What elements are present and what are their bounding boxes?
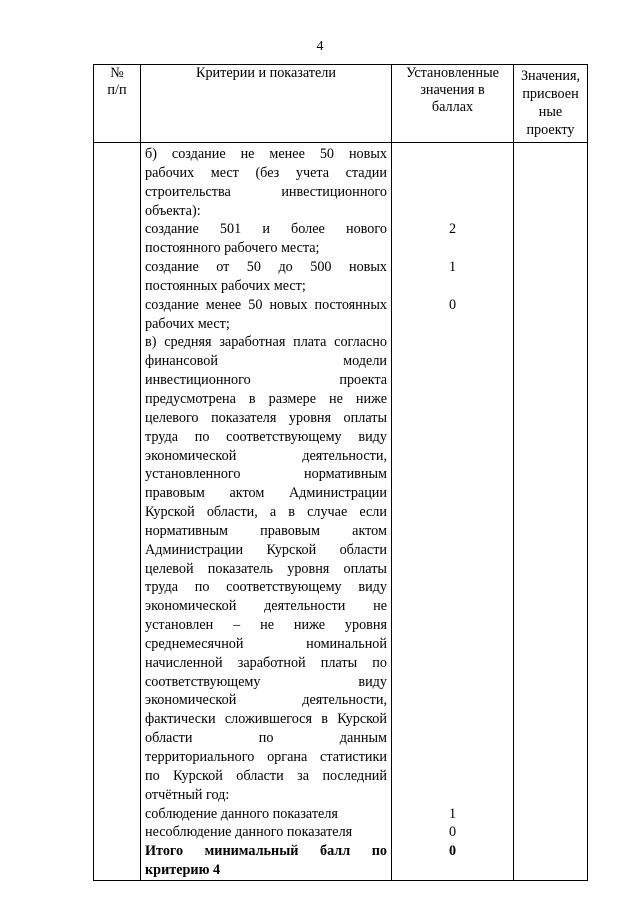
criteria-line xyxy=(145,541,387,560)
score-value xyxy=(396,635,509,654)
criteria-word: последний xyxy=(322,767,387,784)
criteria-word: труда xyxy=(145,428,178,445)
criteria-line xyxy=(145,484,387,503)
criteria-word: 50 xyxy=(246,259,261,276)
criteria-word: сложившегося xyxy=(224,711,312,728)
score-value xyxy=(396,786,509,805)
criteria-word: правовым xyxy=(260,522,321,539)
criteria-line xyxy=(145,296,387,315)
criteria-word: новых xyxy=(348,259,387,276)
criteria-word: по xyxy=(194,579,210,596)
criteria-word: 500 xyxy=(310,259,332,276)
header-assigned-line: ные xyxy=(538,104,563,120)
criteria-word: установлен xyxy=(145,617,214,634)
criteria-word: виду xyxy=(358,673,387,690)
criteria-word: менее xyxy=(269,146,305,162)
criteria-word: 501 xyxy=(219,221,242,238)
criteria-word: ниже xyxy=(355,390,387,407)
criteria-line xyxy=(145,409,387,428)
criteria-line: отчётный год: xyxy=(145,786,230,803)
criteria-line xyxy=(145,465,387,484)
criteria-line xyxy=(145,635,387,654)
score-value xyxy=(396,541,509,560)
criteria-word: в xyxy=(321,711,328,728)
assigned-cell xyxy=(514,143,588,881)
header-established-line: баллах xyxy=(431,99,474,115)
criteria-line: несоблюдение данного показателя xyxy=(145,824,353,841)
score-value xyxy=(396,145,509,164)
criteria-word: экономической xyxy=(145,692,237,709)
criteria-line: постоянных рабочих мест; xyxy=(145,277,306,294)
table-header-row xyxy=(94,65,588,143)
score-value: 1 xyxy=(448,259,457,276)
criteria-word: по xyxy=(194,428,210,445)
criteria-word: начисленной xyxy=(145,654,223,671)
criteria-line: объекта): xyxy=(145,202,201,219)
criteria-word: органа xyxy=(267,749,308,765)
criteria-line xyxy=(145,164,387,183)
header-num-line: № xyxy=(110,65,124,81)
criteria-word: случае xyxy=(307,504,348,521)
criteria-word: новых xyxy=(348,146,387,162)
criteria-word: Администрации xyxy=(288,485,387,502)
criteria-word: создание xyxy=(145,296,199,313)
score-value xyxy=(396,616,509,635)
criteria-line xyxy=(145,729,387,748)
criteria-word: оплаты xyxy=(343,560,387,577)
score-value xyxy=(396,315,509,334)
criteria-cell xyxy=(141,143,392,881)
criteria-word: установленного xyxy=(145,466,241,483)
criteria-word: 50 xyxy=(248,296,263,313)
criteria-line xyxy=(145,333,387,352)
criteria-line xyxy=(145,673,387,692)
criteria-word: соответствующему xyxy=(226,579,342,596)
criteria-word: инвестиционного xyxy=(281,183,387,200)
criteria-word: в xyxy=(248,390,256,407)
criteria-line xyxy=(145,710,387,729)
criteria-word: области xyxy=(339,541,387,558)
criteria-line xyxy=(145,371,387,390)
score-value xyxy=(396,352,509,371)
score-value xyxy=(396,522,509,541)
score-value xyxy=(396,767,509,786)
criteria-word: нормативным xyxy=(145,522,228,539)
score-value xyxy=(396,428,509,447)
criteria-word: среднемесячной xyxy=(145,635,244,652)
criteria-word: плата xyxy=(293,334,327,351)
criteria-word: средняя xyxy=(164,334,212,351)
criteria-word: уровня xyxy=(288,409,332,426)
criteria-word: соответствующему xyxy=(145,673,261,690)
page-number: 4 xyxy=(316,39,324,54)
header-num xyxy=(94,65,141,143)
criteria-word: не xyxy=(240,146,255,162)
criteria-line xyxy=(145,767,387,786)
score-value xyxy=(396,239,509,258)
criteria-word: экономической xyxy=(145,447,237,464)
criteria-word: не xyxy=(260,617,274,634)
criteria-line: рабочих мест; xyxy=(145,315,230,332)
criteria-word: размере xyxy=(268,390,317,407)
criteria-word: фактически xyxy=(145,711,216,728)
criteria-word: заработной xyxy=(237,654,306,671)
criteria-word: менее xyxy=(205,296,242,313)
criteria-word: нормативным xyxy=(304,466,387,483)
criteria-word: стадии xyxy=(345,164,387,181)
score-value xyxy=(396,691,509,710)
num-cell xyxy=(94,143,141,881)
criteria-line xyxy=(145,428,387,447)
criteria-word: области, xyxy=(206,504,258,521)
criteria-word: не xyxy=(329,390,343,407)
criteria-line: соблюдение данного показателя xyxy=(145,805,338,822)
criteria-word: создание xyxy=(145,221,199,238)
criteria-word: Курской xyxy=(337,711,387,728)
criteria-word: строительства xyxy=(145,183,231,200)
criteria-word: Администрации xyxy=(145,541,244,558)
criteria-word: по xyxy=(145,767,160,784)
score-value: 2 xyxy=(448,221,457,238)
criteria-word: целевого xyxy=(145,409,199,426)
criteria-word: ниже xyxy=(293,617,325,634)
score-value xyxy=(396,560,509,579)
criteria-word: деятельности, xyxy=(302,692,387,709)
criteria-line xyxy=(145,842,387,861)
header-established-line: значения в xyxy=(420,82,485,98)
score-value xyxy=(396,371,509,390)
criteria-word: Курской xyxy=(145,504,195,521)
score-value xyxy=(396,729,509,748)
criteria-line xyxy=(145,597,387,616)
criteria-word: новых xyxy=(269,296,308,313)
criteria-word: не xyxy=(373,598,387,615)
criteria-word: виду xyxy=(358,579,387,596)
score-value: 0 xyxy=(448,296,457,313)
score-value xyxy=(396,447,509,466)
criteria-word: Курской xyxy=(173,767,223,784)
criteria-line xyxy=(145,691,387,710)
score-value xyxy=(396,465,509,484)
criteria-line xyxy=(145,447,387,466)
table-row xyxy=(94,143,588,881)
criteria-word: по xyxy=(372,654,387,671)
score-value xyxy=(396,164,509,183)
score-value xyxy=(396,673,509,692)
criteria-word: в) xyxy=(145,334,157,351)
criteria-word: (без xyxy=(255,164,280,181)
criteria-word: а xyxy=(269,504,277,521)
criteria-word: Итого xyxy=(145,843,184,860)
criteria-word: учета xyxy=(295,164,330,181)
score-value xyxy=(396,748,509,767)
criteria-line xyxy=(145,352,387,371)
criteria-word: платы xyxy=(320,654,358,671)
criteria-word: правовым xyxy=(145,485,205,502)
criteria-word: деятельности xyxy=(264,598,346,615)
criteria-word: данным xyxy=(339,730,387,747)
criteria-word: показатель xyxy=(207,560,274,577)
criteria-word: соответствующему xyxy=(226,428,342,445)
header-assigned xyxy=(514,65,588,143)
criteria-word: постоянных xyxy=(314,296,387,313)
criteria-word: балл xyxy=(319,843,351,860)
score-value: 0 xyxy=(448,843,457,860)
criteria-word: экономической xyxy=(145,598,237,615)
criteria-word: территориального xyxy=(145,749,255,765)
criteria-word: области xyxy=(236,767,284,784)
criteria-line xyxy=(145,560,387,579)
criteria-word: за xyxy=(297,767,310,784)
score-value xyxy=(396,277,509,296)
criteria-word: показателя xyxy=(211,409,277,426)
criteria-word: номинальной xyxy=(306,635,387,652)
criteria-word: б) xyxy=(145,146,157,162)
header-established-line: Установленные xyxy=(406,65,499,81)
criteria-word: согласно xyxy=(334,334,387,351)
criteria-word: мест xyxy=(210,164,239,181)
header-num-line: п/п xyxy=(107,82,127,98)
criteria-word: целевой xyxy=(145,560,194,577)
criteria-line xyxy=(145,390,387,409)
criteria-word: статистики xyxy=(320,749,387,765)
score-value xyxy=(396,409,509,428)
criteria-line xyxy=(145,578,387,597)
score-value: 0 xyxy=(448,824,457,841)
score-value xyxy=(396,390,509,409)
criteria-word: инвестиционного xyxy=(145,372,251,389)
header-criteria: Критерии и показатели xyxy=(141,65,392,143)
criteria-line xyxy=(145,503,387,522)
criteria-word: деятельности, xyxy=(302,447,387,464)
criteria-word: финансовой xyxy=(145,353,218,370)
criteria-word: уровня xyxy=(287,560,330,577)
score-value: 1 xyxy=(448,805,457,822)
score-value xyxy=(396,578,509,597)
criteria-line xyxy=(145,654,387,673)
score-value xyxy=(396,183,509,202)
score-value xyxy=(396,333,509,352)
criteria-word: по xyxy=(258,730,274,747)
criteria-line xyxy=(145,220,387,239)
criteria-line xyxy=(145,145,387,164)
criteria-word: если xyxy=(359,504,387,521)
criteria-word: создание xyxy=(145,259,199,276)
criteria-word: более xyxy=(291,221,325,238)
score-value xyxy=(396,484,509,503)
criteria-word: виду xyxy=(358,428,387,445)
criteria-line: критерию 4 xyxy=(145,862,221,879)
criteria-word: рабочих xyxy=(145,164,195,181)
criteria-word: 50 xyxy=(319,146,334,162)
criteria-word: уровня xyxy=(344,617,387,634)
score-value xyxy=(396,710,509,729)
score-value xyxy=(396,654,509,673)
criteria-word: и xyxy=(262,221,270,238)
criteria-word: по xyxy=(371,843,387,860)
criteria-word: модели xyxy=(343,353,387,370)
criteria-line: постоянного рабочего места; xyxy=(145,240,320,257)
criteria-word: в xyxy=(288,504,295,521)
criteria-word: минимальный xyxy=(204,843,299,860)
header-established xyxy=(392,65,514,143)
criteria-word: нового xyxy=(346,221,387,238)
criteria-line xyxy=(145,258,387,277)
criteria-line xyxy=(145,183,387,202)
score-value xyxy=(396,597,509,616)
score-value xyxy=(396,202,509,221)
header-assigned-line: проекту xyxy=(526,122,575,138)
criteria-line xyxy=(145,616,387,635)
criteria-word: создание xyxy=(171,146,226,162)
criteria-word: актом xyxy=(352,522,387,539)
criteria-word: труда xyxy=(145,579,178,596)
criteria-word: области xyxy=(145,730,193,747)
criteria-word: от xyxy=(216,259,230,276)
criteria-word: проекта xyxy=(339,372,387,389)
score-value xyxy=(396,861,509,880)
score-cell xyxy=(392,143,514,881)
criteria-line xyxy=(145,748,387,767)
header-assigned-line: присвоен xyxy=(522,86,579,102)
criteria-word: актом xyxy=(229,485,265,502)
criteria-line xyxy=(145,522,387,541)
criteria-table xyxy=(93,64,588,881)
header-assigned-line: Значения, xyxy=(520,68,581,84)
criteria-word: заработная xyxy=(219,334,286,351)
criteria-word: до xyxy=(278,259,293,276)
criteria-word: оплаты xyxy=(343,409,387,426)
criteria-word: – xyxy=(233,617,241,634)
score-value xyxy=(396,503,509,522)
criteria-word: Курской xyxy=(266,541,317,558)
criteria-word: предусмотрена xyxy=(145,390,236,407)
